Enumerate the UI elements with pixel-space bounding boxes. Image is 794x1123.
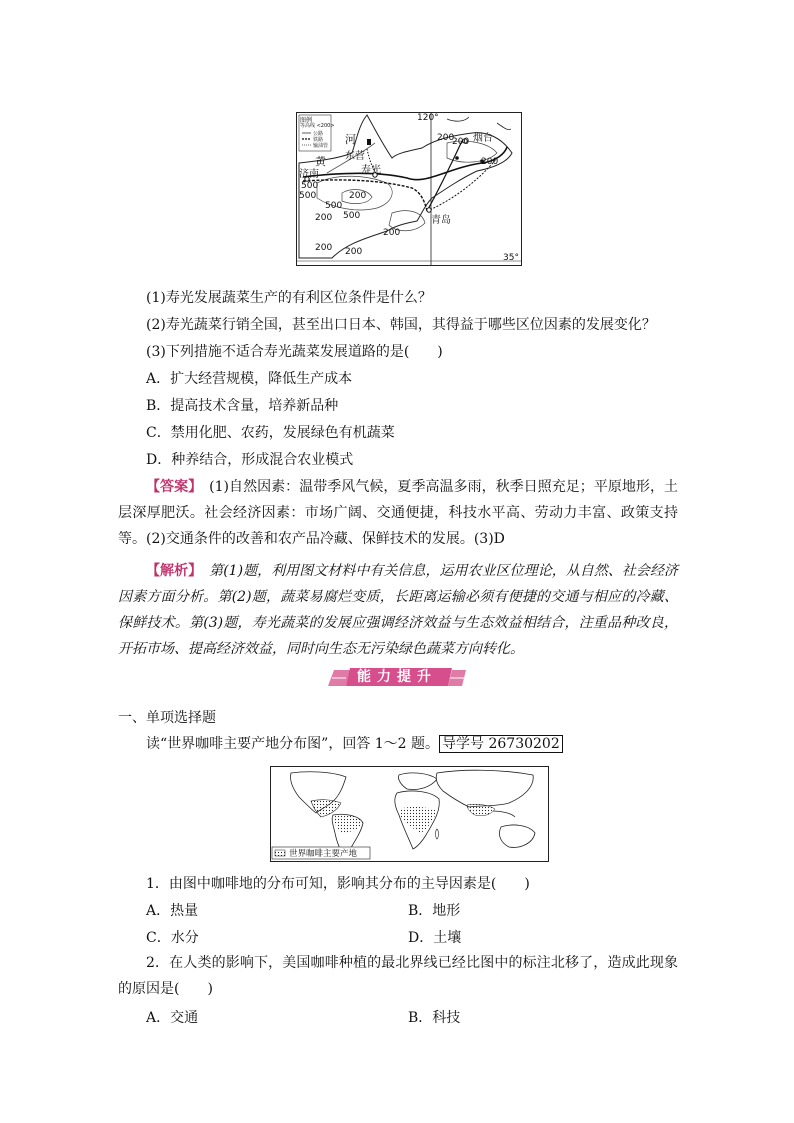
section-intro xyxy=(146,734,563,754)
city-dongying: 东营 xyxy=(345,151,365,162)
section-banner xyxy=(326,666,468,688)
question-2: (2)寿光蔬菜行销全国，甚至出口日本、韩国，其得益于哪些区位因素的发展变化？ xyxy=(146,317,656,333)
analysis-block xyxy=(118,558,678,662)
city-shouguang: 寿光 xyxy=(361,165,381,176)
reference-number: 导学号 26730202 xyxy=(439,735,563,753)
section-heading: 一、单项选择题 xyxy=(118,710,216,726)
contour-label: 500 xyxy=(343,211,361,221)
city-qingdao: 青岛 xyxy=(431,215,451,226)
answer-block xyxy=(118,474,678,552)
analysis-text: 第(1)题，利用图文材料中有关信息，运用农业区位理论，从自然、社会经济因素方面分析。第(2)题，蔬菜易腐烂变质，长距离运输必须有便捷的交通与相应的冷藏、保鲜技术。第(3)题，寿光蔬菜的发展应强调经济效益与生态效益相结合，注重品种改良，开拓市场、提高经济效益，同时向生态无污染绿色蔬菜方向转化。 xyxy=(118,563,678,657)
contour-label: 200 xyxy=(383,228,401,238)
mcq1-option-d: D．土壤 xyxy=(408,930,462,946)
legend-contour: 等高线 <200> xyxy=(300,123,335,129)
mcq2-stem xyxy=(118,950,678,1002)
contour-label: 200 xyxy=(315,243,333,253)
sea-label-huang: 黄 xyxy=(315,155,326,168)
option-d: D．种养结合，形成混合农业模式 xyxy=(146,452,354,468)
contour-label: 200 xyxy=(345,247,363,257)
contour-label: 500 xyxy=(299,191,317,201)
world-map-legend: 世界咖啡主要产地 xyxy=(289,849,358,859)
world-coffee-map xyxy=(270,766,549,862)
mcq1-stem: 1．由图中咖啡地的分布可知，影响其分布的主导因素是( ) xyxy=(146,876,530,892)
banner-title: 能力提升 xyxy=(357,669,437,685)
mcq2-option-b: B．科技 xyxy=(408,1010,461,1026)
legend-road: 公路 xyxy=(313,131,324,137)
contour-label: 500 xyxy=(301,181,319,191)
question-3: (3)下列措施不适合寿光蔬菜发展道路的是( ) xyxy=(146,344,443,360)
contour-label: 200 xyxy=(349,191,367,201)
legend-rail: 铁路 xyxy=(313,137,324,143)
mcq2-option-a: A．交通 xyxy=(146,1010,199,1026)
legend-pipeline: 输油管 xyxy=(313,143,329,149)
option-a: A．扩大经营规模，降低生产成本 xyxy=(146,371,353,387)
shandong-map xyxy=(296,112,522,266)
option-b: B．提高技术含量，培养新品种 xyxy=(146,398,339,414)
sea-label-he: 河 xyxy=(345,133,356,146)
mcq1-option-c: C．水分 xyxy=(146,930,199,946)
analysis-tag: 【解析】 xyxy=(146,563,196,579)
mcq2-stem-text: 2．在人类的影响下，美国咖啡种植的最北界线已经比图中的标注北移了，造成此现象的原因是( ) xyxy=(118,955,678,997)
contour-label: 500 xyxy=(325,201,343,211)
contour-label: 200 xyxy=(452,137,470,147)
contour-label: 200 xyxy=(315,213,333,223)
answer-text: (1)自然因素：温带季风气候，夏季高温多雨，秋季日照充足；平原地形，土层深厚肥沃。社会经济因素：市场广阔、交通便捷，科技水平高、劳动力丰富、政策支持等。(2)交通条件的改善和农产品冷藏、保鲜技术的发展。(3)D xyxy=(118,479,678,547)
answer-tag: 【答案】 xyxy=(146,479,196,495)
city-jinan: 济南 xyxy=(299,169,319,180)
mcq1-option-b: B．地形 xyxy=(408,903,461,919)
intro-text: 读“世界咖啡主要产地分布图”，回答 1～2 题。 xyxy=(146,736,440,752)
contour-label: 200 xyxy=(437,133,455,143)
legend-title: 图例 xyxy=(300,117,313,124)
option-c: C．禁用化肥、农药，发展绿色有机蔬菜 xyxy=(146,425,395,441)
contour-label: 200 xyxy=(481,157,499,167)
mcq1-option-a: A．热量 xyxy=(146,903,199,919)
lat-35-label: 35° xyxy=(503,253,519,263)
question-1: (1)寿光发展蔬菜生产的有利区位条件是什么？ xyxy=(146,290,432,306)
city-yantai: 烟台 xyxy=(473,133,493,144)
lon-120-label: 120° xyxy=(417,113,439,123)
